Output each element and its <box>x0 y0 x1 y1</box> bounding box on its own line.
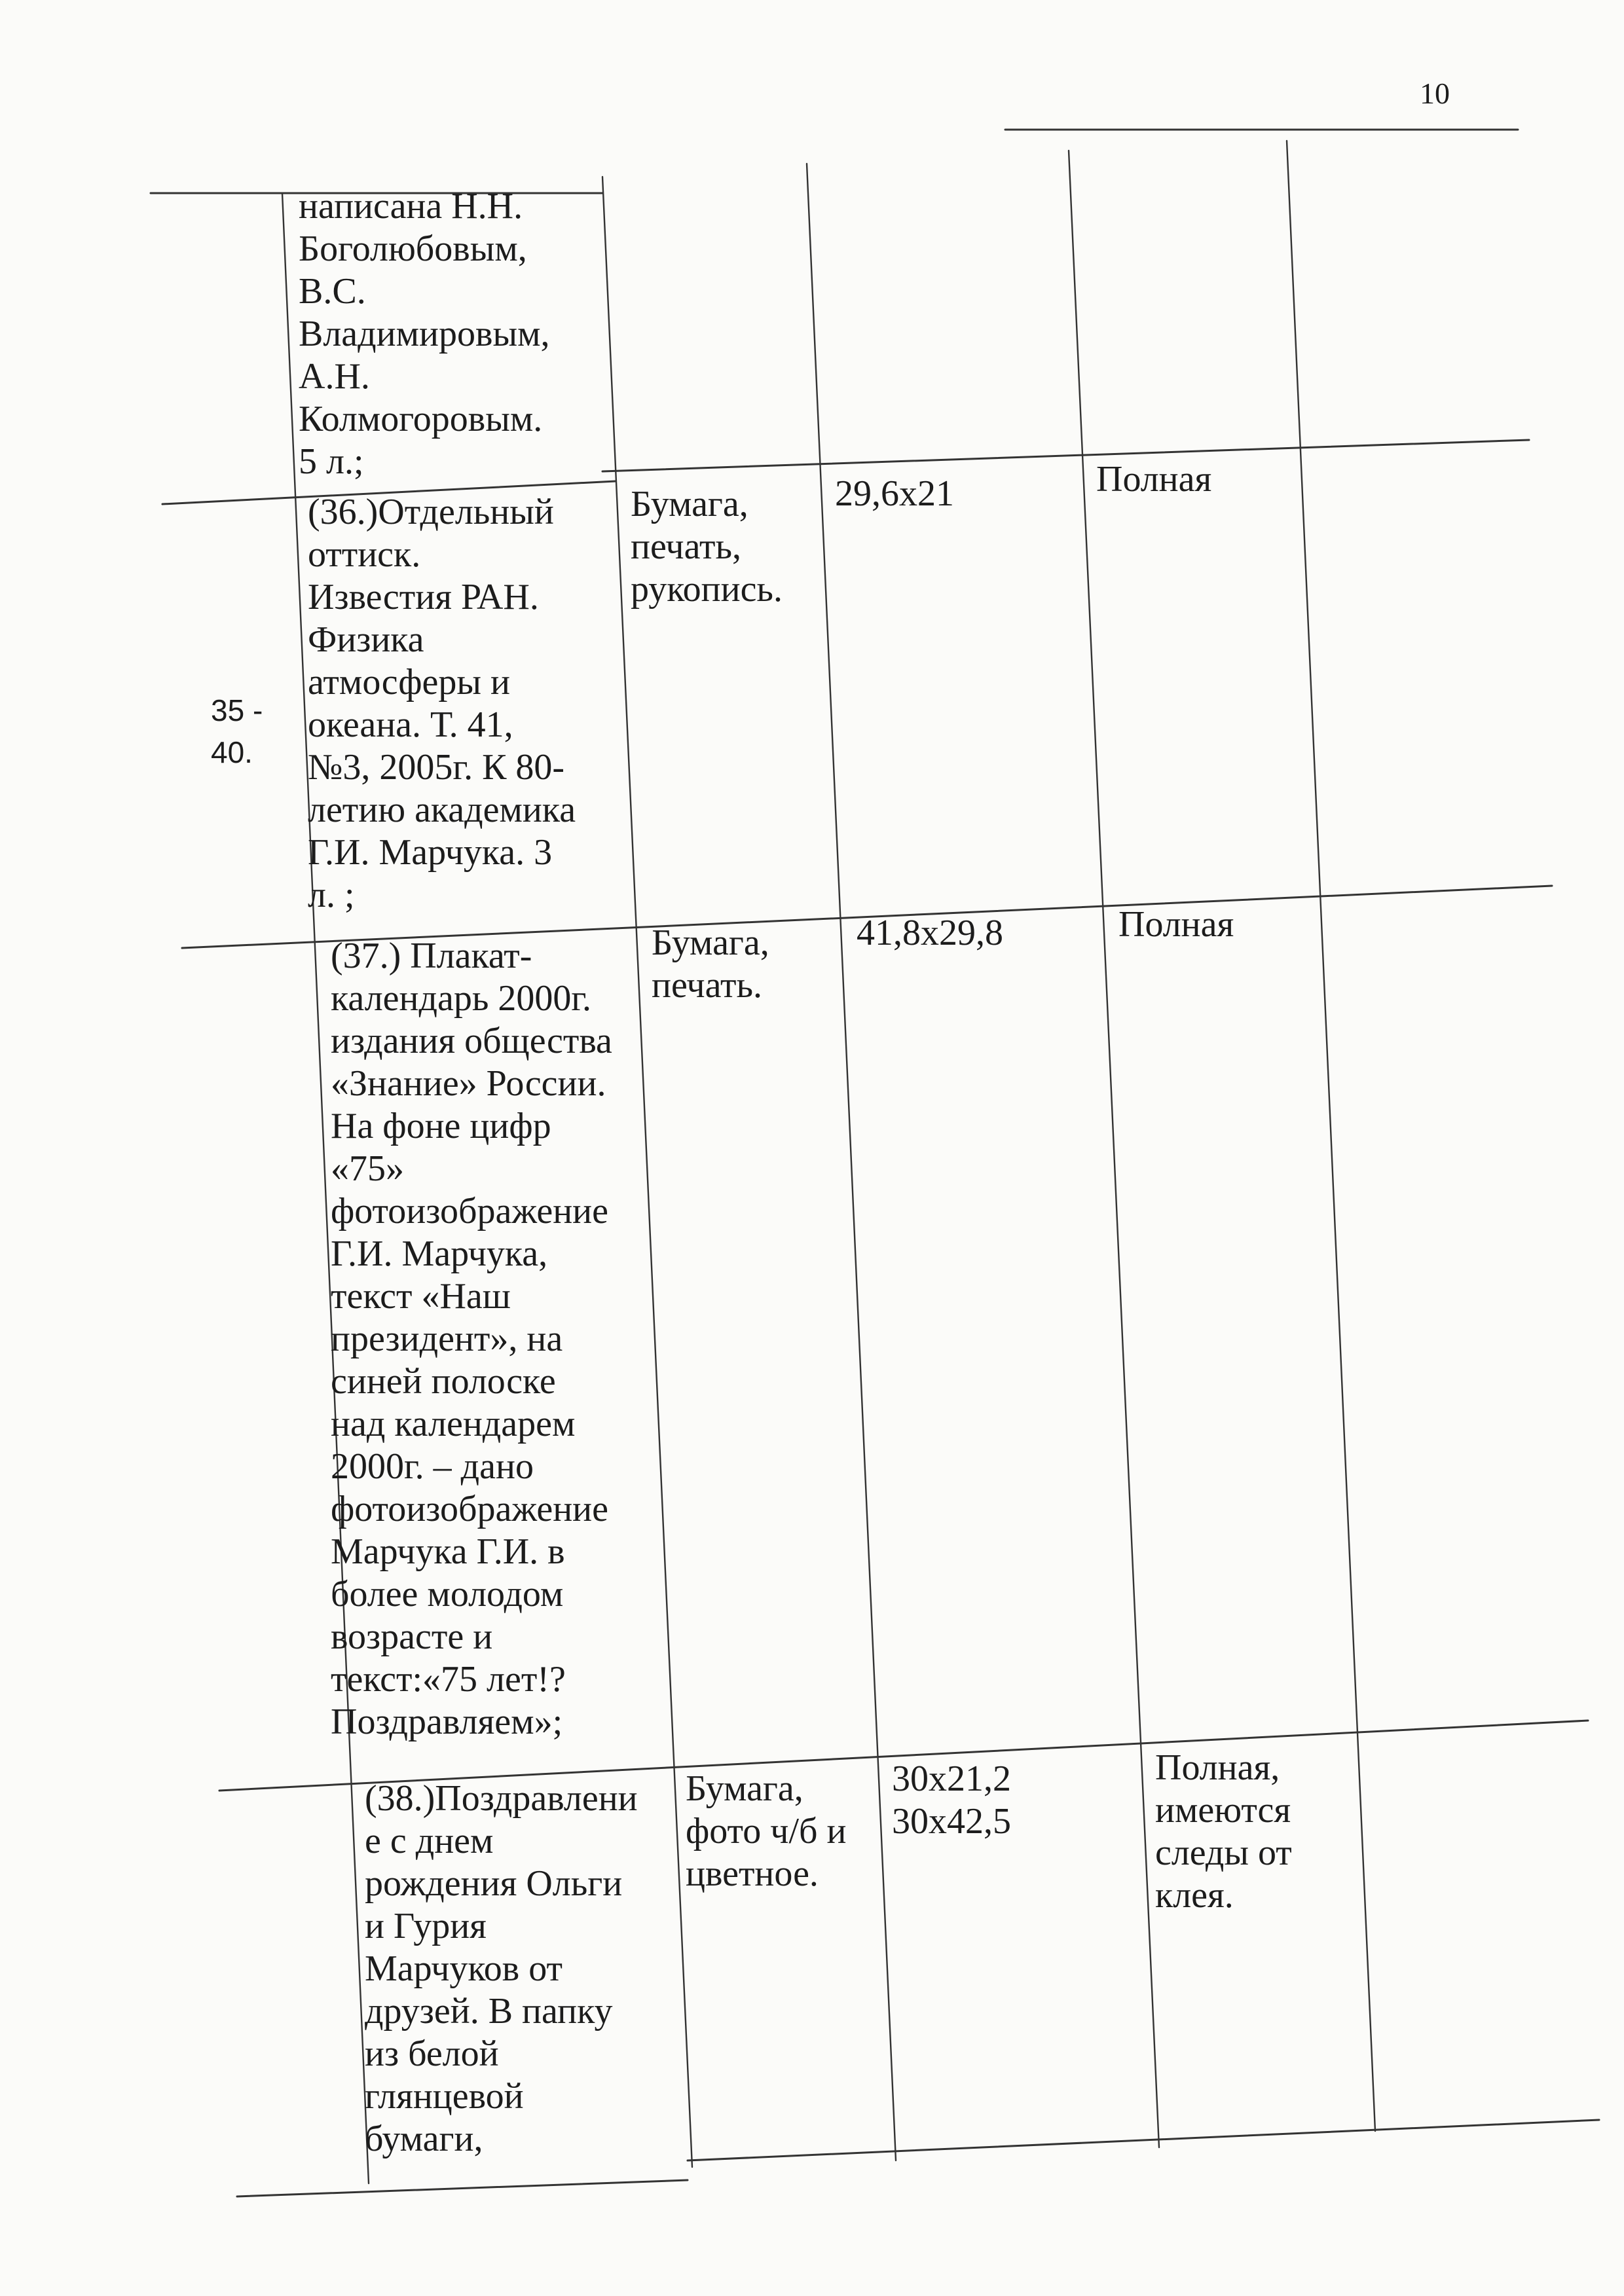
row-1-description: написана Н.Н. Боголюбовым, В.С. Владимировым, А.Н. Колмогоровым. 5 л.; <box>299 186 550 482</box>
row-4-size: 30х21,2 30х42,5 <box>892 1758 1011 1842</box>
row-4-condition: Полная, имеются следы от клея. <box>1155 1747 1292 1916</box>
row-2-size: 29,6х21 <box>835 473 954 514</box>
rule-row-4-bottom-left <box>237 2180 688 2196</box>
entry-range-label: 35 - 40. <box>211 693 263 769</box>
vrule-4 <box>1069 151 1159 2147</box>
row-2-description: (36.)Отдельный оттиск. Известия РАН. Физика атмосферы и океана. Т. 41, №3, 2005г. К 80- летию академика Г.И. Марчука. 3 л. ; <box>308 492 576 915</box>
row-3-size: 41,8х29,8 <box>857 913 1003 953</box>
row-3-material: Бумага, печать. <box>652 922 769 1006</box>
vrule-5 <box>1287 141 1375 2131</box>
row-2-material: Бумага, печать, рукопись. <box>631 484 783 610</box>
rule-row-4-bottom-right <box>688 2120 1599 2160</box>
row-4-material: Бумага, фото ч/б и цветное. <box>686 1768 847 1894</box>
row-3-description: (37.) Плакат- календарь 2000г. издания общества «Знание» России. На фоне цифр «75» фотоизображение Г.И. Марчука, текст «Наш президент», на синей полоске над календарем 2000г. – дано фотоизображение Марчука Г.И. в более молодом возрасте и текст:«75 лет!? Поздравляем»; <box>331 936 612 1742</box>
page-number: 10 <box>1420 77 1450 110</box>
row-3-condition: Полная <box>1118 904 1234 945</box>
row-4-description: (38.)Поздравлени е с днем рождения Ольги и Гурия Марчуков от друзей. В папку из белой глянцевой бумаги, <box>365 1778 638 2159</box>
rule-row-2-top-right <box>602 440 1529 471</box>
row-2-condition: Полная <box>1096 459 1212 500</box>
